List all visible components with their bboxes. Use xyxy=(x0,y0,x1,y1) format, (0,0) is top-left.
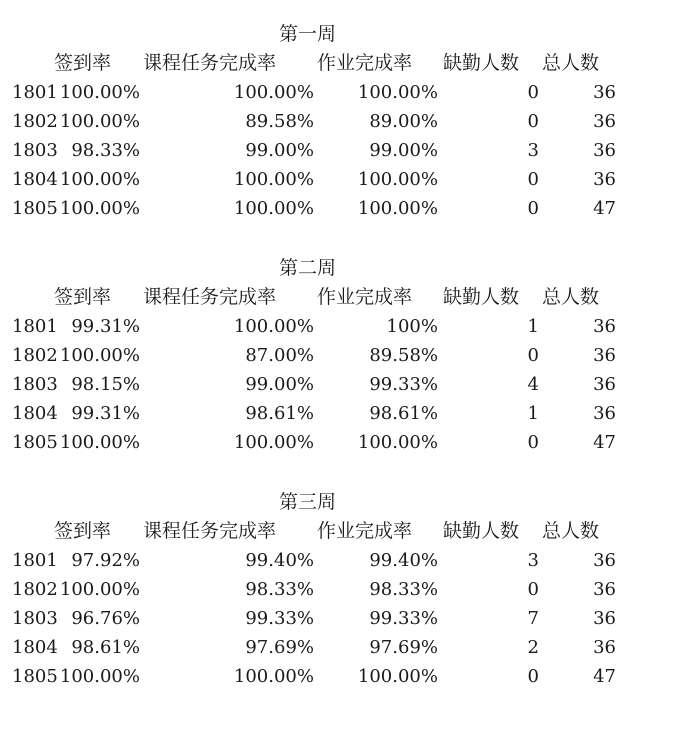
table-row xyxy=(0,168,680,197)
absent-cell: 3 xyxy=(527,140,539,161)
absent-cell: 0 xyxy=(527,111,539,132)
total-cell: 36 xyxy=(593,403,616,424)
task-rate-cell: 100.00% xyxy=(233,316,314,337)
homework-rate-cell: 100.00% xyxy=(357,198,438,219)
header-homework-rate: 作业完成率 xyxy=(317,520,413,542)
absent-cell: 0 xyxy=(527,198,539,219)
total-cell: 36 xyxy=(593,82,616,103)
sign-rate-cell: 100.00% xyxy=(59,169,140,190)
absent-cell: 7 xyxy=(527,608,539,629)
week-section xyxy=(0,490,680,695)
sign-rate-cell: 100.00% xyxy=(59,198,140,219)
table-row xyxy=(0,110,680,139)
class-id: 1805 xyxy=(12,432,58,453)
task-rate-cell: 97.69% xyxy=(245,637,314,658)
sign-rate-cell: 99.31% xyxy=(71,316,140,337)
class-id: 1804 xyxy=(12,403,58,424)
header-absent: 缺勤人数 xyxy=(443,52,520,74)
task-rate-cell: 99.00% xyxy=(245,374,314,395)
table-row xyxy=(0,607,680,636)
header-total: 总人数 xyxy=(542,52,600,74)
table-row xyxy=(0,197,680,226)
absent-cell: 0 xyxy=(527,345,539,366)
task-rate-cell: 98.61% xyxy=(245,403,314,424)
homework-rate-cell: 97.69% xyxy=(369,637,438,658)
class-id: 1804 xyxy=(12,169,58,190)
table-row xyxy=(0,315,680,344)
week-section xyxy=(0,22,680,227)
table-row xyxy=(0,402,680,431)
table-row xyxy=(0,665,680,694)
class-id: 1802 xyxy=(12,345,58,366)
week-title: 第三周 xyxy=(279,491,337,513)
homework-rate-cell: 98.61% xyxy=(369,403,438,424)
homework-rate-cell: 100% xyxy=(386,316,438,337)
absent-cell: 0 xyxy=(527,169,539,190)
sign-rate-cell: 97.92% xyxy=(71,550,140,571)
homework-rate-cell: 89.00% xyxy=(369,111,438,132)
sign-rate-cell: 100.00% xyxy=(59,111,140,132)
homework-rate-cell: 98.33% xyxy=(369,579,438,600)
total-cell: 36 xyxy=(593,608,616,629)
sign-rate-cell: 100.00% xyxy=(59,579,140,600)
homework-rate-cell: 100.00% xyxy=(357,666,438,687)
homework-rate-cell: 99.40% xyxy=(369,550,438,571)
sign-rate-cell: 100.00% xyxy=(59,432,140,453)
task-rate-cell: 99.40% xyxy=(245,550,314,571)
homework-rate-cell: 100.00% xyxy=(357,169,438,190)
task-rate-cell: 89.58% xyxy=(245,111,314,132)
task-rate-cell: 99.00% xyxy=(245,140,314,161)
total-cell: 36 xyxy=(593,374,616,395)
absent-cell: 0 xyxy=(527,666,539,687)
task-rate-cell: 100.00% xyxy=(233,432,314,453)
header-sign-rate: 签到率 xyxy=(54,52,112,74)
class-id: 1805 xyxy=(12,666,58,687)
header-absent: 缺勤人数 xyxy=(443,286,520,308)
sign-rate-cell: 100.00% xyxy=(59,82,140,103)
class-id: 1802 xyxy=(12,111,58,132)
header-total: 总人数 xyxy=(542,520,600,542)
table-row xyxy=(0,578,680,607)
table-row xyxy=(0,431,680,460)
sign-rate-cell: 96.76% xyxy=(71,608,140,629)
absent-cell: 1 xyxy=(527,403,539,424)
sign-rate-cell: 100.00% xyxy=(59,345,140,366)
sign-rate-cell: 99.31% xyxy=(71,403,140,424)
task-rate-cell: 99.33% xyxy=(245,608,314,629)
header-task-rate: 课程任务完成率 xyxy=(143,520,277,542)
header-absent: 缺勤人数 xyxy=(443,520,520,542)
total-cell: 36 xyxy=(593,169,616,190)
homework-rate-cell: 100.00% xyxy=(357,82,438,103)
task-rate-cell: 100.00% xyxy=(233,666,314,687)
homework-rate-cell: 99.33% xyxy=(369,374,438,395)
task-rate-cell: 100.00% xyxy=(233,169,314,190)
class-id: 1804 xyxy=(12,637,58,658)
total-cell: 36 xyxy=(593,550,616,571)
class-id: 1803 xyxy=(12,374,58,395)
class-id: 1803 xyxy=(12,608,58,629)
header-homework-rate: 作业完成率 xyxy=(317,52,413,74)
total-cell: 36 xyxy=(593,345,616,366)
table-row xyxy=(0,373,680,402)
header-sign-rate: 签到率 xyxy=(54,286,112,308)
header-homework-rate: 作业完成率 xyxy=(317,286,413,308)
sign-rate-cell: 98.15% xyxy=(71,374,140,395)
table-row xyxy=(0,636,680,665)
header-task-rate: 课程任务完成率 xyxy=(143,286,277,308)
sign-rate-cell: 98.33% xyxy=(71,140,140,161)
header-total: 总人数 xyxy=(542,286,600,308)
task-rate-cell: 87.00% xyxy=(245,345,314,366)
absent-cell: 2 xyxy=(527,637,539,658)
homework-rate-cell: 99.33% xyxy=(369,608,438,629)
task-rate-cell: 100.00% xyxy=(233,198,314,219)
absent-cell: 3 xyxy=(527,550,539,571)
total-cell: 36 xyxy=(593,140,616,161)
total-cell: 36 xyxy=(593,637,616,658)
absent-cell: 0 xyxy=(527,432,539,453)
class-id: 1802 xyxy=(12,579,58,600)
sign-rate-cell: 100.00% xyxy=(59,666,140,687)
week-section xyxy=(0,256,680,461)
table-row xyxy=(0,344,680,373)
header-task-rate: 课程任务完成率 xyxy=(143,52,277,74)
homework-rate-cell: 99.00% xyxy=(369,140,438,161)
homework-rate-cell: 100.00% xyxy=(357,432,438,453)
total-cell: 36 xyxy=(593,316,616,337)
week-title: 第一周 xyxy=(279,23,337,45)
header-sign-rate: 签到率 xyxy=(54,520,112,542)
absent-cell: 0 xyxy=(527,82,539,103)
sign-rate-cell: 98.61% xyxy=(71,637,140,658)
task-rate-cell: 98.33% xyxy=(245,579,314,600)
absent-cell: 4 xyxy=(527,374,539,395)
table-row xyxy=(0,139,680,168)
total-cell: 47 xyxy=(593,198,616,219)
total-cell: 36 xyxy=(593,111,616,132)
week-title: 第二周 xyxy=(279,257,337,279)
absent-cell: 1 xyxy=(527,316,539,337)
total-cell: 47 xyxy=(593,666,616,687)
total-cell: 47 xyxy=(593,432,616,453)
class-id: 1803 xyxy=(12,140,58,161)
homework-rate-cell: 89.58% xyxy=(369,345,438,366)
absent-cell: 0 xyxy=(527,579,539,600)
class-id: 1801 xyxy=(12,316,58,337)
total-cell: 36 xyxy=(593,579,616,600)
class-id: 1805 xyxy=(12,198,58,219)
table-row xyxy=(0,549,680,578)
class-id: 1801 xyxy=(12,550,58,571)
class-id: 1801 xyxy=(12,82,58,103)
table-row xyxy=(0,81,680,110)
task-rate-cell: 100.00% xyxy=(233,82,314,103)
